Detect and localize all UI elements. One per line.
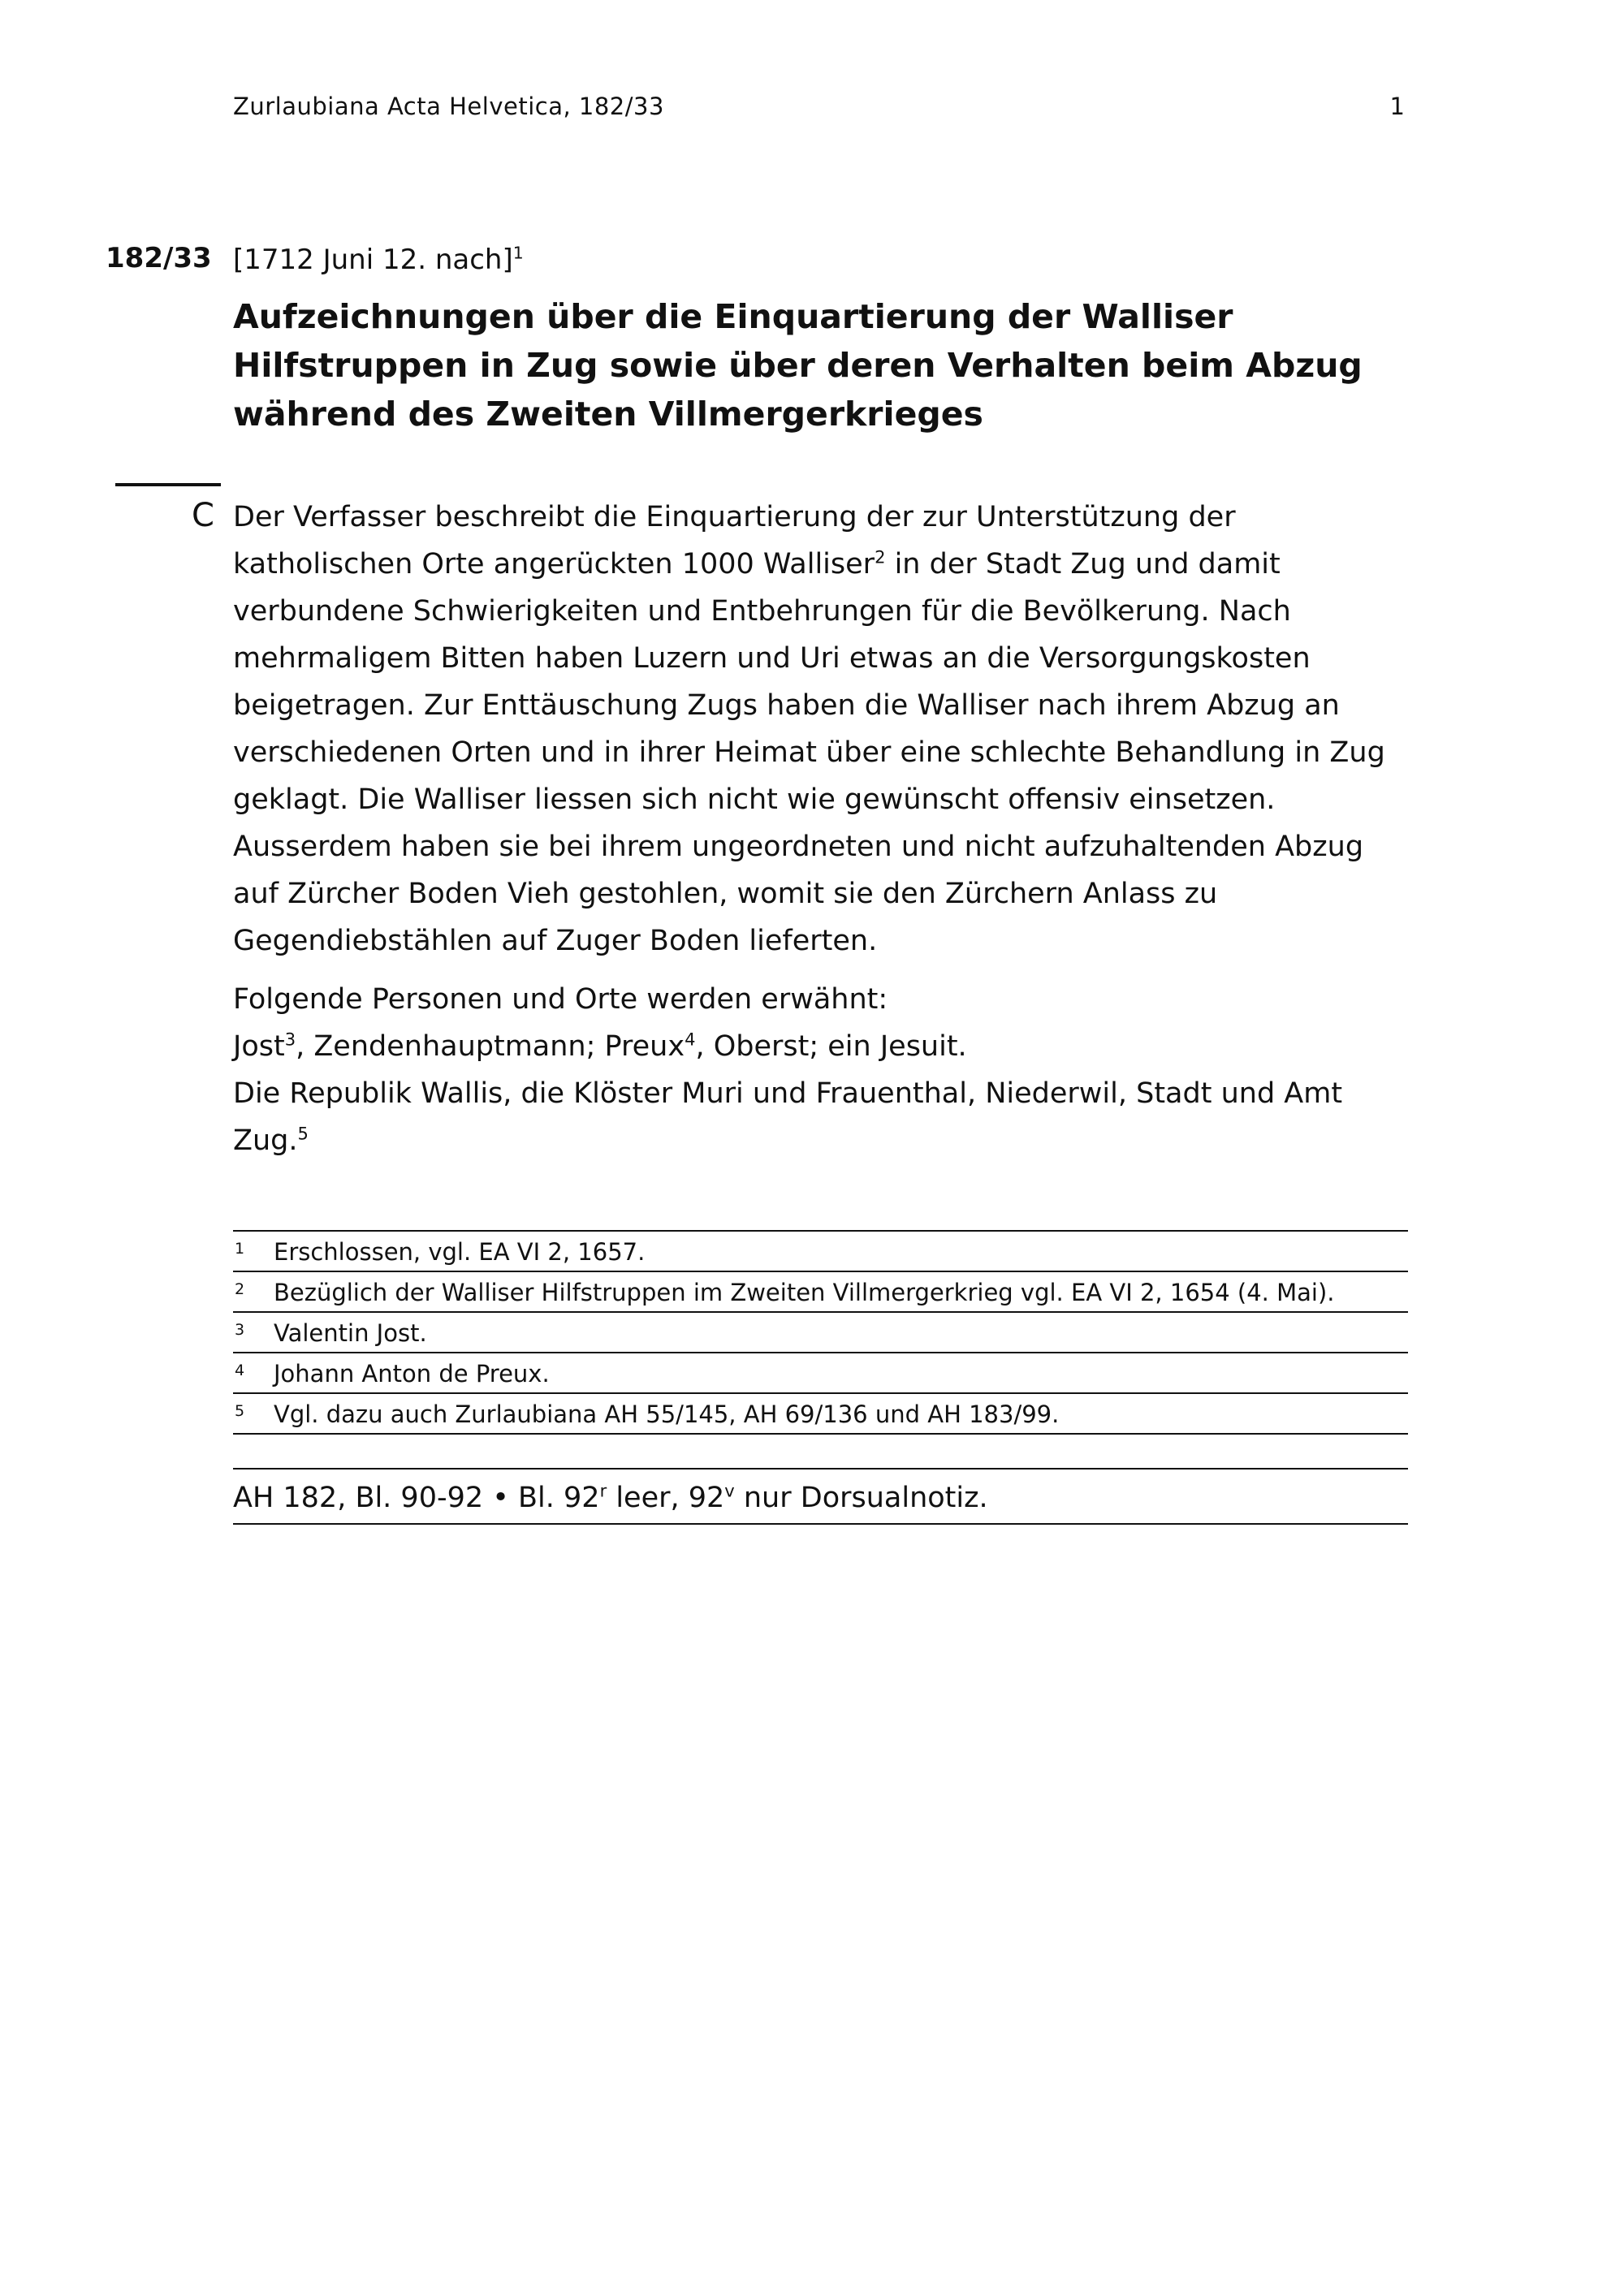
running-header-title: Zurlaubiana Acta Helvetica, 182/33 <box>233 93 664 120</box>
section-marker-rule <box>115 483 221 486</box>
footnote-text: Bezüglich der Walliser Hilfstruppen im Zweiten Villmergerkrieg vgl. EA VI 2, 1654 (4. Mai). <box>274 1279 1335 1306</box>
person-jost-role: , Zendenhauptmann; Preux <box>296 1030 685 1063</box>
entry-title-line-2: Hilfstruppen in Zug sowie über deren Verhalten beim Abzug <box>233 346 1363 385</box>
summary-section <box>233 494 1402 1164</box>
person-jost: Jost <box>233 1030 285 1063</box>
footnote-ref-2[interactable]: 2 <box>875 547 886 568</box>
places-list: Die Republik Wallis, die Klöster Muri und Frauenthal, Niederwil, Stadt und Amt Zug. <box>233 1077 1343 1157</box>
summary-text-part-1: Der Verfasser beschreibt die Einquartierung der zur Unterstützung der katholischen Orte angerückten 1000 Walliser <box>233 501 1236 580</box>
footnote-item <box>233 1394 1408 1435</box>
summary-paragraph <box>233 494 1402 965</box>
section-marker-letter: C <box>192 497 214 534</box>
source-text-b: leer, 92 <box>607 1482 725 1514</box>
footnote-item <box>233 1313 1408 1353</box>
footnote-text: Vgl. dazu auch Zurlaubiana AH 55/145, AH 69/136 und AH 183/99. <box>274 1400 1060 1428</box>
persons-intro: Folgende Personen und Orte werden erwähnt: <box>233 983 888 1016</box>
entry-number: 182/33 <box>106 242 212 274</box>
source-sup-recto: r <box>599 1481 607 1501</box>
entry-date-text: [1712 Juni 12. nach] <box>233 244 513 276</box>
footnote-text: Johann Anton de Preux. <box>274 1360 550 1388</box>
entry-title-line-1: Aufzeichnungen über die Einquartierung der Walliser <box>233 297 1233 336</box>
source-text-c: nur Dorsualnotiz. <box>734 1482 988 1514</box>
source-text-a: AH 182, Bl. 90-92 • Bl. 92 <box>233 1482 600 1514</box>
footnote-text: Valentin Jost. <box>274 1319 427 1347</box>
source-sup-verso: v <box>724 1481 735 1501</box>
source-reference <box>233 1468 1408 1525</box>
footnote-item <box>233 1232 1408 1272</box>
footnote-ref-4[interactable]: 4 <box>685 1029 696 1050</box>
footnote-text: Erschlossen, vgl. EA VI 2, 1657. <box>274 1238 646 1266</box>
footnote-number: 5 <box>235 1402 245 1420</box>
persons-places-paragraph <box>233 976 1402 1164</box>
entry-title <box>233 292 1402 438</box>
footnote-number: 4 <box>235 1362 245 1379</box>
footnote-item <box>233 1353 1408 1394</box>
page-number: 1 <box>1389 93 1405 120</box>
entry-title-line-3: während des Zweiten Villmergerkrieges <box>233 395 983 434</box>
footnote-number: 3 <box>235 1321 245 1339</box>
footnote-ref-1[interactable]: 1 <box>512 243 524 263</box>
persons-rest: , Oberst; ein Jesuit. <box>695 1030 967 1063</box>
footnote-item <box>233 1272 1408 1313</box>
footnote-ref-5[interactable]: 5 <box>297 1124 309 1144</box>
footnote-ref-3[interactable]: 3 <box>284 1029 296 1050</box>
entry-date <box>233 244 524 276</box>
footnote-number: 2 <box>235 1280 245 1298</box>
summary-text-part-2: in der Stadt Zug und damit verbundene Schwierigkeiten und Entbehrungen für die Bevölkerung. Nach mehrmaligem Bitten haben Luzern und Uri etwas an die Versorgungskosten beigetragen. Zur Enttäuschung Zugs haben die Walliser nach ihrem Abzug an verschiedenen Orten und in ihrer Heimat über eine schlechte Behandlung in Zug geklagt. Die Walliser liessen sich nicht wie gewünscht offensiv einsetzen. Ausserdem haben sie bei ihrem ungeordneten und nicht aufzuhaltenden Abzug auf Zürcher Boden Vieh gestohlen, womit sie den Zürchern Anlass zu Gegendiebstählen auf Zuger Boden lieferten. <box>233 548 1385 957</box>
footnotes-list <box>233 1230 1408 1435</box>
footnote-number: 1 <box>235 1240 245 1258</box>
